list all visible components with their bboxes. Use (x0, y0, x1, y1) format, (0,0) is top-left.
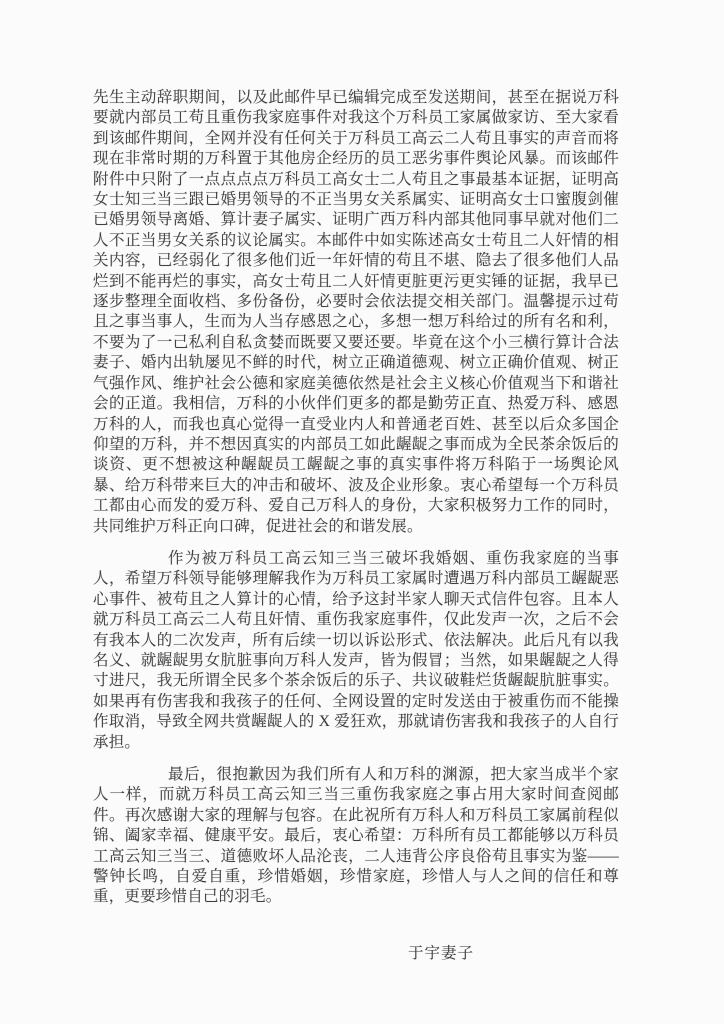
signature: 于宇妻子 (407, 944, 474, 962)
letter-paragraph-3: 最后，很抱歉因为我们所有人和万科的渊源，把大家当成半个家人一样，而就万科员工高云知三当三重伤我家庭之事占用大家时间查阅邮件。再次感谢大家的理解与包容。在此祝所有万科人和万科员工家属前程似锦、阖家幸福、健康平安。最后，衷心希望：万科所有员工都能够以万科员工高云知三当三、道德败坏人品沦丧，二人违背公序良俗苟且事实为鉴——警钟长鸣，自爱自重，珍惜婚姻，珍惜家庭，珍惜人与人之间的信任和尊重，更要珍惜自己的羽毛。 (93, 766, 619, 906)
letter-paragraph-2: 作为被万科员工高云知三当三破坏我婚姻、重伤我家庭的当事人，希望万科领导能够理解我作为万科员工家属时遭遇万科内部员工龌龊恶心事件、被苟且之人算计的心情，给予这封半家人聊天式信件包容。且本人就万科员工高云二人苟且奸情、重伤我家庭事件，仅此发声一次，之后不会有我本人的二次发声，所有后续一切以诉讼形式、依法解决。此后凡有以我名义、就龌龊男女肮脏事向万科人发声，皆为假冒；当然，如果龌龊之人得寸进尺，我无所谓全民多个茶余饭后的乐子、共议破鞋烂货龌龊肮脏事实。如果再有伤害我和我孩子的任何、全网设置的定时发送由于被重伤而不能操作取消，导致全网共赏龌龊人的 X 爱狂欢，那就请伤害我和我孩子的人自行承担。 (93, 549, 619, 751)
letter-body (93, 88, 619, 908)
letter-paragraph-1: 先生主动辞职期间，以及此邮件早已编辑完成至发送期间，甚至在据说万科要就内部员工苟且重伤我家庭事件对我这个万科员工家属做家访、至大家看到该邮件期间，全网并没有任何关于万科员工高云二人苟且事实的声音而将现在非常时期的万科置于其他房企经历的员工恶劣事件舆论风暴。而该邮件附件中只附了一点点点点万科员工高女士二人苟且之事最基本证据，证明高女士知三当三跟已婚男领导的不正当男女关系属实、证明高女士口蜜腹剑催已婚男领导离婚、算计妻子属实、证明广西万科内部其他同事早就对他们二人不正当男女关系的议论属实。本邮件中如实陈述高女士苟且二人奸情的相关内容，已经弱化了很多他们近一年奸情的苟且不堪、隐去了很多他们人品烂到不能再烂的事实，高女士苟且二人奸情更脏更污更实锤的证据，我早已逐步整理全面收档、多份备份，必要时会依法提交相关部门。温馨提示过苟且之事当事人，生而为人当存感恩之心，多想一想万科给过的所有名和利，不要为了一己私利自私贪婪而既要又要还要。毕竟在这个小三横行算计合法妻子、婚内出轨屡见不鲜的时代，树立正确道德观、树立正确价值观、树正气强作风、维护社会公德和家庭美德依然是社会主义核心价值观当下和谐社会的正道。我相信，万科的小伙伴们更多的都是勤劳正直、热爱万科、感恩万科的人，而我也真心觉得一直受业内人和普通老百姓、甚至以后众多国企仰望的万科，并不想因真实的内部员工如此龌龊之事而成为全民茶余饭后的谈资、更不想被这种龌龊员工龌龊之事的真实事件将万科陷于一场舆论风暴、给万科带来巨大的冲击和破坏、波及企业形象。衷心希望每一个万科员工都由心而发的爱万科、爱自己万科人的身份，大家积极努力工作的同时，共同维护万科正向口碑，促进社会的和谐发展。 (93, 89, 619, 535)
